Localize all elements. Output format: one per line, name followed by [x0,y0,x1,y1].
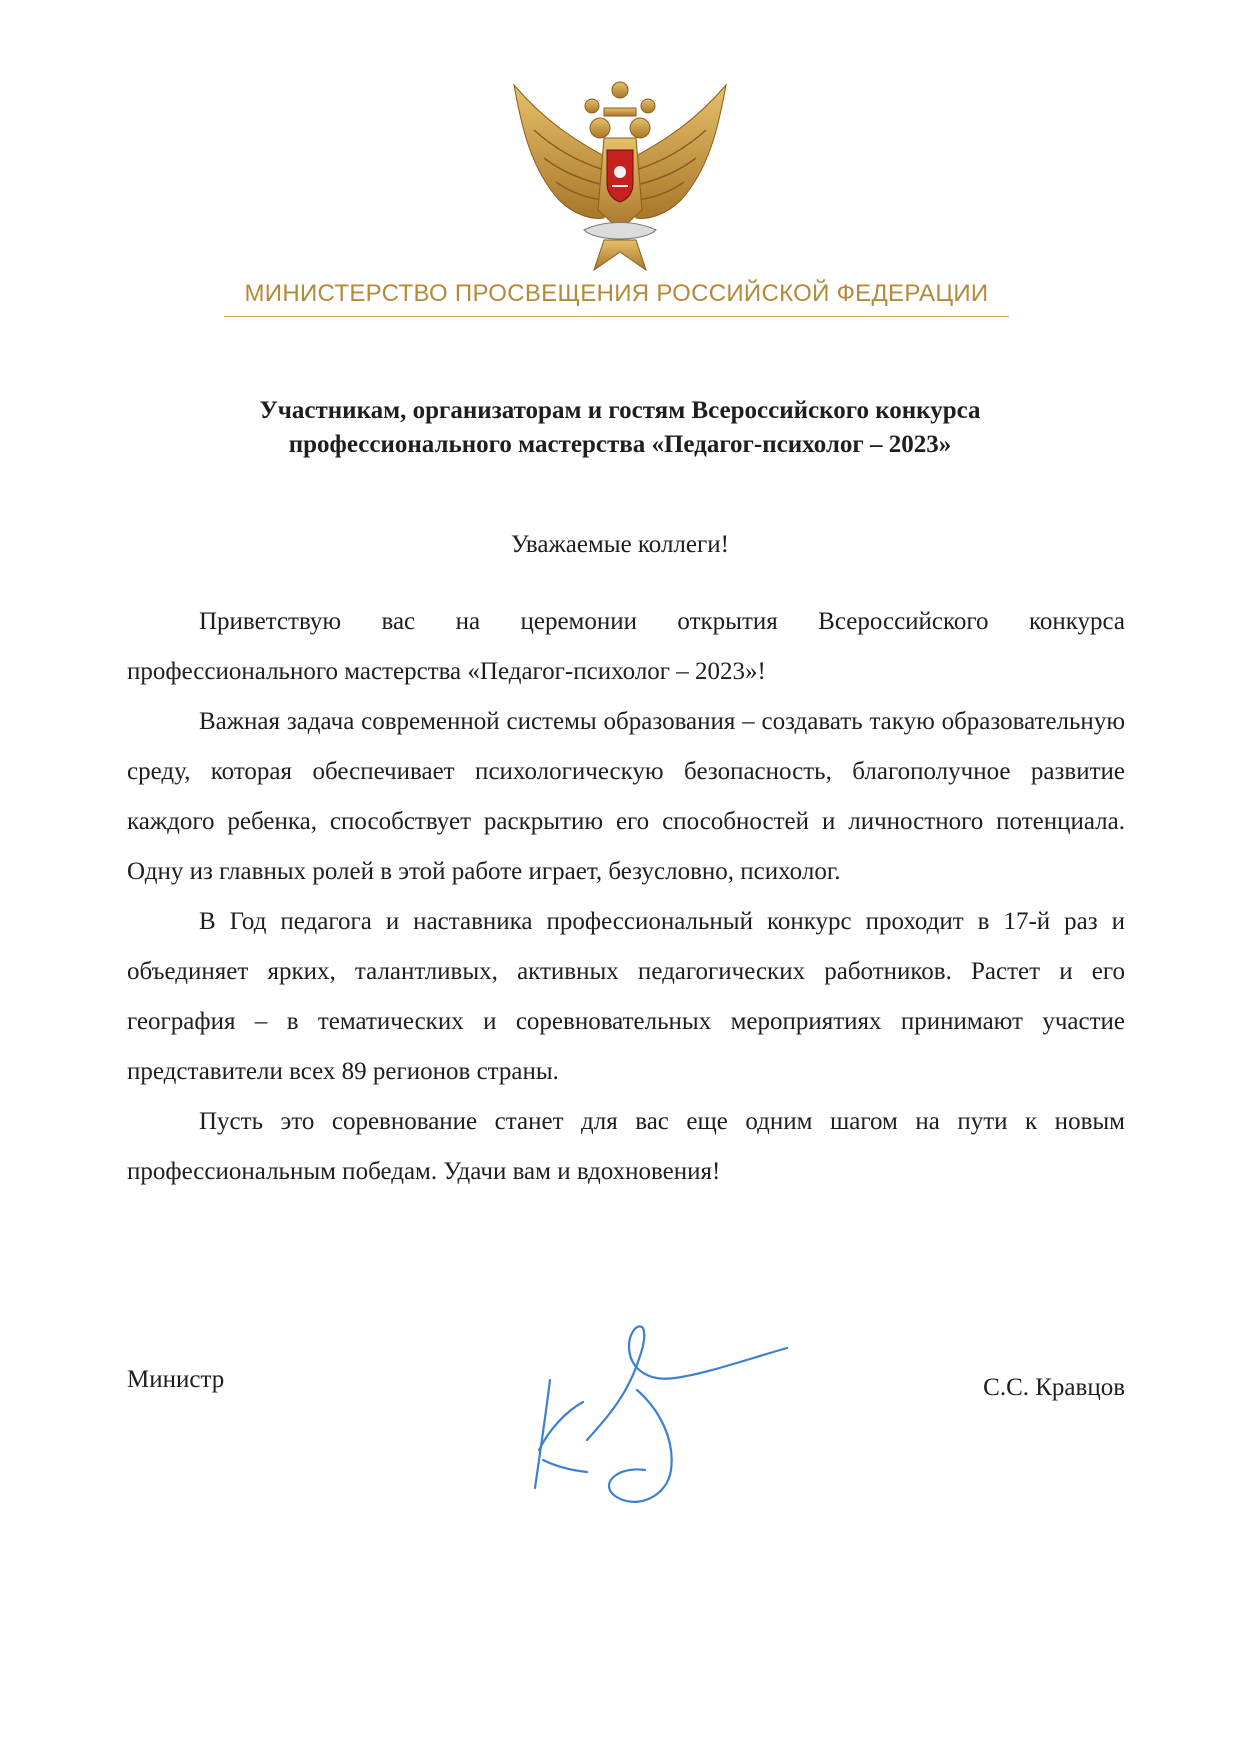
header-divider [224,316,1009,317]
address-line-2: профессионального мастерства «Педагог-психолог – 2023» [288,431,952,458]
paragraph: Пусть это соревнование станет для вас еще одним шагом на пути к новым профессиональным победам. Удачи вам и вдохновения! [127,1108,1125,1185]
letter-body [127,597,1125,1197]
signer-name: С.С. Кравцов [983,1374,1125,1401]
letter-address [140,394,1100,462]
double-headed-eagle-icon [504,80,736,280]
paragraph: В Год педагога и наставника профессиональный конкурс проходит в 17-й раз и объединяет ярких, талантливых, активных педагогических работников. Растет и его география – в тематических и соревновательных мероприятиях принимают участие представители всех 89 регионов страны. [127,908,1125,1085]
handwritten-signature [525,1320,795,1520]
greeting: Уважаемые коллеги! [511,531,729,558]
ministry-name: МИНИСТЕРСТВО ПРОСВЕЩЕНИЯ РОССИЙСКОЙ ФЕДЕРАЦИИ [244,280,989,307]
paragraph: Приветствую вас на церемонии открытия Всероссийского конкурса профессионального мастерства «Педагог-психолог – 2023»! [127,608,1125,685]
address-line-1: Участникам, организаторам и гостям Всероссийского конкурса [259,397,981,424]
signer-title: Министр [127,1366,225,1393]
paragraph: Важная задача современной системы образования – создавать такую образовательную среду, которая обеспечивает психологическую безопасность, благополучное развитие каждого ребенка, способствует раскрытию его способностей и личностного потенциала. Одну из главных ролей в этой работе играет, безусловно, психолог. [127,708,1125,885]
